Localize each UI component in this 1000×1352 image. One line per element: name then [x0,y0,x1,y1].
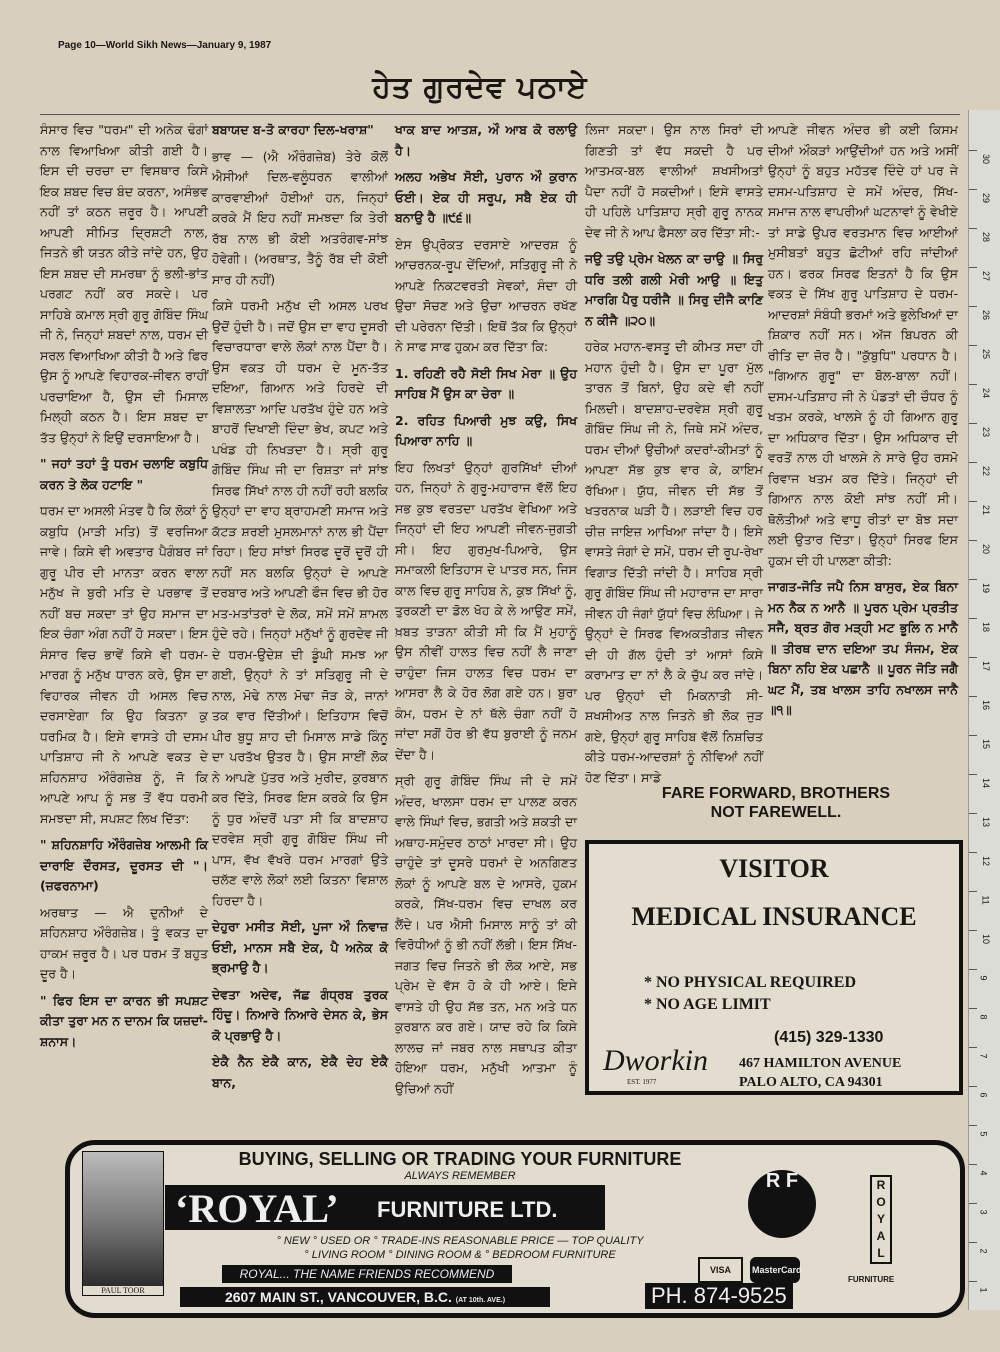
paragraph: ਧਰਮ ਦਾ ਅਸਲੀ ਮੰਤਵ ਹੈ ਕਿ ਲੋਕਾਂ ਨੂੰ ਕਬੁਧਿ (ਮਾੜੀ ਮਤਿ) ਤੋਂ ਵਰਜਿਆ ਜਾਵੇ। ਕਿਸੇ ਵੀ ਅਵਤਾਰ ਪੈਗੰਬਰ ਜਾਂ ਗੁਰੂ ਪੀਰ ਦੀ ਮਾਨਤਾ ਕਰਨ ਵਾਲਾ ਮਨੁੱਖ ਜੇ ਬੁਰੀ ਮਤਿ ਦੇ ਪਰਭਾਵ ਤੋਂ ਨਹੀਂ ਬਚ ਸਕਦਾ ਤਾਂ ਉਹ ਸਮਾਜ ਦਾ ਇਕ ਚੰਗਾ ਅੰਗ ਨਹੀਂ ਹੋ ਸਕਦਾ। ਇਸ ਸੰਸਾਰ ਵਿਚ ਭਾਵੇਂ ਕਿਸੇ ਵੀ ਧਰਮ-ਮਾਰਗ ਨੂੰ ਮਨੁੱਖ ਧਾਰਨ ਕਰੇ, ਉਸ ਦਾ ਵਿਹਾਰਕ ਜੀਵਨ ਹੀ ਅਸਲ ਵਿਚ ਦਰਸਾਏਗਾ ਕਿ ਉਹ ਕਿਤਨਾ ਕੁ ਧਰਮਿਕ ਹੈ। ਇਸੇ ਵਾਸਤੇ ਹੀ ਦਸਮ ਪਾਤਿਸ਼ਾਹ ਜੀ ਨੇ ਆਪਣੇ ਵਕਤ ਦੇ ਸ਼ਹਿਨਸ਼ਾਹ ਔਰੰਗਜ਼ੇਬ ਨੂੰ, ਜੋ ਕਿ ਆਪਣੇ ਆਪ ਨੂੰ ਸਭ ਤੋਂ ਵੱਧ ਧਰਮੀ ਸਮਝਦਾ ਸੀ, ਸਪਸ਼ਟ ਲਿਖ ਦਿੱਤਾ: [40,503,208,826]
royal-furniture-ad [65,1140,965,1318]
visa-logo: VISA [698,1257,743,1283]
ruler-number: 30 [981,153,992,165]
portrait-photo [82,1151,164,1296]
paragraph: ਭਾਵ — (ਐ ਔਰੰਗਜ਼ੇਬ) ਤੇਰੇ ਕੋਲੋਂ ਐਸੀਆਂ ਦਿਲ-ਵਲੂੰਧਰਨ ਵਾਲੀਆਂ ਕਾਰਵਾਈਆਂ ਹੋਈਆਂ ਹਨ, ਜਿਨ੍ਹਾਂ ਕਰਕੇ ਮੈਂ ਇਹ ਨਹੀਂ ਸਮਝਦਾ ਕਿ ਤੇਰੀ ਰੱਬ ਨਾਲ ਭੀ ਕੋਈ ਅਤਰੰਗਵ-ਸਾਂਝ ਹੋਵੇਗੀ। (ਅਰਥਾਤ, ਤੈਨੂੰ ਰੱਬ ਦੀ ਕੋਈ ਸਾਰ ਹੀ ਨਹੀਂ) [212,148,388,287]
ruler-tick [969,345,977,346]
ruler-tick [969,696,977,697]
fare-line-2: NOT FAREWELL. [710,804,842,821]
paragraph: ਏਸ ਉਪ੍ਰੋਕਤ ਦਰਸਾਏ ਆਦਰਸ਼ ਨੂੰ ਆਚਰਨਕ-ਰੂਪ ਦੇਂਦਿਆਂ, ਸਤਿਗੁਰੂ ਜੀ ਨੇ ਆਪਣੇ ਨਿਕਟਵਰਤੀ ਸੇਵਕਾਂ, ਸੰਦਾ ਹੀ ਉਚਾ ਸੋਚਣ ਅਤੇ ਉਚਾ ਆਚਰਨ ਰਖੱਣ ਦੀ ਪਰੇਰਨਾ ਦਿੱਤੀ। ਇਥੋਂ ਤੱਕ ਕਿ ਉਨ੍ਹਾਂ ਨੇ ਸਾਫ ਸਾਫ ਹੁਕਮ ਕਰ ਦਿੱਤਾ ਕਿ: [395,236,577,354]
quote: 2. ਰਹਿਤ ਪਿਆਰੀ ਮੁਝ ਕਉ, ਸਿਖ ਪਿਆਰਾ ਨਾਹਿ ॥ [395,412,577,448]
paragraph: ਸ੍ਰੀ ਗੁਰੂ ਗੋਬਿੰਦ ਸਿੰਘ ਜੀ ਦੇ ਸਮੇਂ ਅੰਦਰ, ਖਾਲਸਾ ਧਰਮ ਦਾ ਪਾਲਣ ਕਰਨ ਵਾਲੇ ਸਿੰਘਾਂ ਵਿਚ, ਭਗਤੀ ਅਤੇ ਸ਼ਕਤੀ ਦਾ ਅਥਾਹ-ਸਮੁੰਦਰ ਠਾਠਾਂ ਮਾਰਦਾ ਸੀ। ਉਹ ਚਾਹੁੰਦੇ ਤਾਂ ਦੂਸਰੇ ਧਰਮਾਂ ਦੇ ਅਨਗਿਣਤ ਲੋਕਾਂ ਨੂੰ ਆਪਣੇ ਬਲ ਦੇ ਆਸਰੇ, ਹੁਕਮ ਕਰਕੇ, ਸਿੱਖ-ਧਰਮ ਵਿਚ ਦਾਖਲ ਕਰ ਲੈਂਦੇ। ਪਰ ਐਸੀ ਮਿਸਾਲ ਸਾਨੂੰ ਤਾਂ ਕੀ ਵਿਰੋਧੀਆਂ ਨੂੰ ਭੀ ਨਹੀਂ ਲੱਭੀ। ਇਸ ਸਿੱਖ-ਜਗਤ ਵਿਚ ਜਿਤਨੇ ਭੀ ਲੋਕ ਆਏ, ਸਭ ਪ੍ਰੇਮ ਦੇ ਵੱਸ ਹੋ ਕੇ ਹੀ ਆਏ। ਇਸੇ ਵਾਸਤੇ ਹੀ ਉਹ ਸੱਭ ਤਨ, ਮਨ ਅਤੇ ਧਨ ਕੁਰਬਾਨ ਕਰ ਗਏ। ਯਾਦ ਰਹੇ ਕਿ ਕਿਸੇ ਲਾਲਚ ਜਾਂ ਜਬਰ ਨਾਲ ਸਥਾਪਤ ਕੀਤਾ ਹੋਇਆ ਧਰਮ, ਮਨੁੱਖੀ ਆਤਮਾ ਨੂੰ ਉਚਿਆਂ ਨਹੀਂ [395,773,577,1096]
article-column-5 [768,120,958,727]
ruler-number: 22 [981,465,992,477]
ruler-tick [969,657,977,658]
ruler-tick [969,1008,977,1009]
ruler-tick [969,423,977,424]
ad-title: VISITOR [719,854,829,883]
ruler-tick [969,852,977,853]
page-folio: Page 10—World Sikh News—January 9, 1987 [58,40,272,51]
fare-forward-box [590,778,962,830]
ad-address [739,1054,901,1092]
sign-letter: Y [876,1212,885,1226]
ruler-number: 12 [981,855,992,867]
ruler-number: 8 [978,1014,989,1020]
ruler-tick [969,384,977,385]
ruler-tick [969,267,977,268]
address-text: 2607 MAIN ST., VANCOUVER, B.C. [224,1289,452,1305]
ruler-number: 17 [981,660,992,672]
ruler-number: 18 [981,621,992,633]
article-column-4 [585,120,763,785]
ad-bullet: * NO PHYSICAL REQUIRED [644,974,857,991]
paragraph: ਲਿਜਾ ਸਕਦਾ। ਉਸ ਨਾਲ ਸਿਰਾਂ ਦੀ ਗਿਣਤੀ ਤਾਂ ਵੱਧ ਸਕਦੀ ਹੈ ਪਰ ਆਤਮਕ-ਬਲ ਵਾਲੀਆਂ ਸ਼ਖਸੀਅਤਾਂ ਪੈਦਾ ਨਹੀਂ ਹੋ ਸਕਦੀਆਂ। ਇਸੇ ਵਾਸਤੇ ਹੀ ਪਹਿਲੇ ਪਾਤਿਸ਼ਾਹ ਸ੍ਰੀ ਗੁਰੂ ਨਾਨਕ ਦੇਵ ਜੀ ਨੇ ਆਪ ਫੈਸਲਾ ਕਰ ਦਿੱਤਾ ਸੀ:- [585,122,763,240]
ruler-number: 26 [981,309,992,321]
rf-logo: R F [748,1170,816,1238]
ruler-tick [969,540,977,541]
ad-phone: PH. 874-9525 [645,1283,793,1309]
ruler-tick [969,618,977,619]
paragraph: ਅਰਥਾਤ — ਐ ਦੁਨੀਆਂ ਦੇ ਸ਼ਹਿਨਸ਼ਾਹ ਔਰੰਗਜ਼ੇਬ। ਤੂੰ ਵਕਤ ਦਾ ਹਾਕਮ ਜ਼ਰੂਰ ਹੈ। ਪਰ ਧਰਮ ਤੋਂ ਬਹੁਤ ਦੂਰ ਹੈ। [40,904,208,981]
ad-line: ° NEW ° USED OR ° TRADE-INS REASONABLE PRICE — TOP QUALITY [276,1235,644,1247]
sign-letter: R [876,1178,886,1192]
ad-address [180,1287,550,1307]
quote: ਅਲਹ ਅਭੇਖ ਸੋਈ, ਪੁਰਾਨ ਔ ਕੁਰਾਨ ਓਈ। ਏਕ ਹੀ ਸਰੂਪ, ਸਬੈ ਏਕ ਹੀ ਬਨਾਉ ਹੈ ॥੯੬॥ [395,169,577,225]
dworkin-logo: Dworkin [603,1044,708,1077]
ruler-tick [969,1047,977,1048]
ad-bullet: * NO AGE LIMIT [644,996,771,1013]
ruler-number: 7 [978,1053,989,1059]
measuring-ruler [968,110,1000,1310]
address-line: PALO ALTO, CA 94301 [739,1075,883,1090]
sign-letter: L [877,1246,885,1260]
ruler-tick [969,462,977,463]
ruler-tick [969,1164,977,1165]
quote: ਏਕੈ ਨੈਨ ਏਕੈ ਕਾਨ, ਏਕੈ ਦੇਹ ਏਕੈ ਬਾਨ, [212,1054,388,1090]
divider [40,114,960,115]
quote: ਜਉ ਤਉ ਪ੍ਰੇਮ ਖੇਲਨ ਕਾ ਚਾਉ ॥ ਸਿਰੁ ਧਰਿ ਤਲੀ ਗਲੀ ਮੇਰੀ ਆਉ ॥ ਇਤੁ ਮਾਰਗਿ ਪੈਰੁ ਧਰੀਜੈ ॥ ਸਿਰੁ ਦੀਜੈ ਕਾਣਿ ਨ ਕੀਜੈ ॥੨੦॥ [585,251,763,328]
ruler-tick [969,189,977,190]
ruler-tick [969,579,977,580]
ruler-tick [969,774,977,775]
ruler-number: 4 [978,1170,989,1176]
ruler-tick [969,1125,977,1126]
article-column-2 [212,120,388,1099]
mastercard-logo: MasterCard [750,1257,800,1283]
ad-tagline: ALWAYS REMEMBER [404,1170,516,1182]
ruler-number: 15 [981,738,992,750]
paragraph: ਇਹ ਲਿਖਤਾਂ ਉਨ੍ਹਾਂ ਗੁਰਸਿੱਖਾਂ ਦੀਆਂ ਹਨ, ਜਿਨ੍ਹਾਂ ਨੇ ਗੁਰੂ-ਮਹਾਰਾਜ ਵੱਲੋਂ ਇਹ ਸਭ ਕੁਝ ਵਰਤਦਾ ਪਰਤੱਖ ਵੇਖਿਆ ਅਤੇ ਜਿਨ੍ਹਾਂ ਦੀ ਇਹ ਆਪਣੀ ਜੀਵਨ-ਜੁਗਤੀ ਸੀ। ਇਹ ਗੁਰਮੁਖ-ਪਿਆਰੇ, ਉਸ ਸਮਾਕਲੀ ਇਤਿਹਾਸ ਦੇ ਪਾਤਰ ਸਨ, ਜਿਸ ਕਾਲ ਵਿਚ ਗੁਰੂ ਸਾਹਿਬ ਨੇ, ਕੁਝ ਸਿੱਖਾਂ ਨੂੰ, ਤੁਰਕਣੀ ਦਾ ਡੋਲ ਖੋਹ ਕੇ ਲੇ ਆਉਣ ਸਮੇਂ, ਖ਼ਬਤ ਤਾੜਨਾ ਕੀਤੀ ਸੀ ਕਿ ਮੈਂ ਮੁਹਾਨੂੰ ਉਸ ਨੀਵੀਂ ਹਾਲਤ ਵਿਚ ਨਹੀਂ ਲੈ ਜਾਣਾ ਚਾਹੁੰਦਾ ਜਿਸ ਹਾਲਤ ਵਿਚ ਧਰਮ ਦਾ ਆਸਰਾ ਲੈ ਕੇ ਹੋਰ ਲੋਗ ਗਏ ਹਨ। ਬੁਰਾ ਕੰਮ, ਧਰਮ ਦੇ ਨਾਂ ਥੱਲੇ ਚੰਗਾ ਨਹੀਂ ਹੋ ਜਾਂਦਾ ਸਗੋਂ ਹੋਰ ਭੀ ਵੱਧ ਬੁਰਾਈ ਨੂੰ ਜਨਮ ਦੇਂਦਾ ਹੈ। [395,459,577,762]
article-column-1 [40,120,208,1058]
ruler-tick [969,813,977,814]
ruler-number: 27 [981,270,992,282]
article-title: ਹੇਤ ਗੁਰਦੇਵ ਪਠਾਏ [372,70,588,105]
ruler-number: 29 [981,192,992,204]
ruler-tick [969,1242,977,1243]
quote: ਦੇਹੁਰਾ ਮਸੀਤ ਸੋਈ, ਪੂਜਾ ਔ ਨਿਵਾਜ਼ ਓਈ, ਮਾਨਸ ਸਬੈ ਏਕ, ਪੈ ਅਨੇਕ ਕੋ ਭ੍ਰਮਾਉ ਹੈ। [212,919,388,975]
ruler-tick [969,150,977,151]
ad-line: ° LIVING ROOM ° DINING ROOM & ° BEDROOM FURNITURE [304,1249,616,1261]
ruler-number: 25 [981,348,992,360]
ruler-tick [969,735,977,736]
quote: ਜਾਗਤ-ਜੋਤਿ ਜਪੈ ਨਿਸ ਬਾਸੁਰ, ਏਕ ਬਿਨਾ ਮਨ ਨੈਕ ਨ ਆਨੈ ॥ ਪੂਰਨ ਪ੍ਰੇਮ ਪ੍ਰਤੀਤ ਸਜੈ, ਬ੍ਰਤ ਗੋਰ ਮੜ੍ਹੀ ਮਟ ਭੂਲਿ ਨ ਮਾਨੈ ॥ ਤੀਰਥ ਦਾਨ ਦਇਆ ਤਪ ਸੰਜਮ, ਏਕ ਬਿਨਾ ਨਹਿ ਏਕ ਪਛਾਨੈ ॥ ਪੂਰਨ ਜੋਤਿ ਜਗੈ ਘਟ ਮੈਂ, ਤਬ ਖਾਲਸ ਤਾਹਿ ਨਖਾਲਸ ਜਾਨੈ ॥੧॥ [768,579,958,717]
ruler-tick [969,1086,977,1087]
ruler-number: 11 [980,895,991,905]
quote: " ਫਿਰ ਇਸ ਦਾ ਕਾਰਨ ਭੀ ਸਪਸ਼ਟ ਕੀਤਾ ਤੁਰਾ ਮਨ ਨ ਦਾਨਮ ਕਿ ਯਜ਼ਦਾਂ-ਸ਼ਨਾਸ। [40,992,208,1049]
ad-headline: BUYING, SELLING OR TRADING YOUR FURNITURE [238,1149,682,1169]
ruler-number: 14 [981,777,992,789]
quote: ਦੇਵਤਾ ਅਦੇਵ, ਜੱਛ ਗੰਧ੍ਰਬ ਤੁਰਕ ਹਿੰਦੂ। ਨਿਆਰੇ ਨਿਆਰੇ ਦੇਸਨ ਕੇ, ਭੇਸ ਕੋ ਪ੍ਰਭਾਉ ਹੈ। [212,986,388,1043]
address-line: 467 HAMILTON AVENUE [739,1056,902,1071]
paragraph: ਕਿਸੇ ਧਰਮੀ ਮਨੁੱਖ ਦੀ ਅਸਲ ਪਰਖ ਉਦੋਂ ਹੁੰਦੀ ਹੈ। ਜਦੋਂ ਉਸ ਦਾ ਵਾਹ ਦੂਸਰੀ ਵਿਚਾਰਧਾਰਾ ਵਾਲੇ ਲੋਕਾਂ ਨਾਲ ਪੈਂਦਾ ਹੈ। ਉਸ ਵਕਤ ਹੀ ਧਰਮ ਦੇ ਮੂਨ-ਤੱਤ ਦਇਆ, ਗਿਆਨ ਅਤੇ ਹਿਰਦੇ ਦੀ ਵਿਸ਼ਾਲਤਾ ਆਦਿ ਪਰਤੱਖ ਹੁੰਦੇ ਹਨ ਅਤੇ ਬਾਹਰੋਂ ਦਿਖਾਈ ਦਿੰਦਾ ਭੇਖ, ਕਪਟ ਅਤੇ ਪਖੰਡ ਹੀ ਨਿਖੜਦਾ ਹੈ। ਸ੍ਰੀ ਗੁਰੂ ਗੋਬਿੰਦ ਸਿੰਘ ਜੀ ਦਾ ਰਿਸ਼ਤਾ ਜਾਂ ਸਾਂਝ ਸਿਰਫ ਸਿੱਖਾਂ ਨਾਲ ਹੀ ਨਹੀਂ ਰਹੀ ਬਲਕਿ ਉਨ੍ਹਾਂ ਦਾ ਵਾਹ ਬ੍ਰਾਹਮਣੀ ਸਮਾਜ ਅਤੇ ਕੱਟੜ ਸ਼ਰਈ ਮੁਸਲਮਾਨਾਂ ਨਾਲ ਭੀ ਪੈਂਦਾ ਰਿਹਾ। ਇਹ ਸਾਂਝਾਂ ਸਿਰਫ ਦੂਰੋਂ ਦੂਰੋਂ ਹੀ ਨਹੀਂ ਸਨ ਬਲਕਿ ਉਨ੍ਹਾਂ ਦੇ ਆਪਣੇ ਦਰਬਾਰ ਅਤੇ ਆਪਣੀ ਫੌਜ ਵਿਚ ਭੀ ਹੋਰ ਮਤ-ਮਤਾਂਤਰਾਂ ਦੇ ਲੋਕ, ਸਮੇਂ ਸਮੇਂ ਸ਼ਾਮਲ ਹੁੰਦੇ ਰਹੇ। ਜਿਨ੍ਹਾਂ ਮਨੁੱਖਾਂ ਨੂੰ ਗੁਰਦੇਵ ਜੀ ਦੇ ਧਰਮ-ਉਦੇਸ਼ ਦੀ ਡੂੰਘੀ ਸਮਝ ਆ ਗਈ, ਉਨ੍ਹਾਂ ਨੇ ਤਾਂ ਸਤਿਗੁਰੂ ਜੀ ਦੇ ਨਾਲ, ਮੋਢੇ ਨਾਲ ਮੋਢਾ ਜੋੜ ਕੇ, ਜਾਨਾਂ ਤਕ ਵਾਰ ਦਿੱਤੀਆਂ। ਇਤਿਹਾਸ ਵਿਚੋਂ ਪੀਰ ਬੁਧੂ ਸ਼ਾਹ ਦੀ ਮਿਸਾਲ ਸਾਡੇ ਕਿੰਨੂ ਦਾ ਪਰਤੱਖ ਉਤਰ ਹੈ। ਉਸ ਸਾਈਂ ਲੋਕ ਨੇ ਆਪਣੇ ਪੁੱਤਰ ਅਤੇ ਮੁਰੀਦ, ਕੁਰਬਾਨ ਕਰ ਦਿੱਤੇ, ਸਿਰਫ ਇਸ ਕਰਕੇ ਕਿ ਉਸ ਨੂੰ ਧੁਰ ਅੰਦਰੋਂ ਪਤਾ ਸੀ ਕਿ ਬਾਦਸ਼ਾਹ ਦਰਵੇਸ਼ ਸ੍ਰੀ ਗੁਰੂ ਗੋਬਿੰਦ ਸਿੰਘ ਜੀ ਪਾਸ, ਵੱਖ ਵੱਖਰੇ ਧਰਮ ਮਾਰਗਾਂ ਉਤੇ ਚਲੱਣ ਵਾਲੇ ਲੋਕਾਂ ਲਈ ਕਿਤਨਾ ਵਿਸ਼ਾਲ ਹਿਰਦਾ ਹੈ। [212,298,388,908]
ruler-number: 20 [981,543,992,555]
paragraph: ਹਰੇਕ ਮਹਾਨ-ਵਸਤੂ ਦੀ ਕੀਮਤ ਸਦਾ ਹੀ ਮਹਾਨ ਹੁੰਦੀ ਹੈ। ਉਸ ਦਾ ਪੂਰਾ ਮੁੱਲ ਤਾਰਨ ਤੋਂ ਬਿਨਾਂ, ਉਹ ਕਦੇ ਵੀ ਨਹੀਂ ਮਿਲਦੀ। ਬਾਦਸ਼ਾਹ-ਦਰਵੇਸ਼ ਸ੍ਰੀ ਗੁਰੂ ਗੋਬਿੰਦ ਸਿੰਘ ਜੀ ਨੇ, ਜਿਥੇ ਸਮੇਂ ਅੰਦਰ, ਧਰਮ ਦੀਆਂ ਉਚੀਆਂ ਕਦਰਾਂ-ਕੀਮਤਾਂ ਨੂੰ ਆਪਣਾ ਸੱਭ ਕੁਝ ਵਾਰ ਕੇ, ਕਾਇਮ ਰੱਖਿਆ। ਯੁੱਧ, ਜੀਵਨ ਦੀ ਸੱਭ ਤੋਂ ਖਤਰਨਾਕ ਘੜੀ ਹੈ। ਲੜਾਈ ਵਿਚ ਹਰ ਚੀਜ਼ ਜਾਇਜ਼ ਆਖਿਆ ਜਾਂਦਾ ਹੈ। ਇਸੇ ਵਾਸਤੇ ਜੰਗਾਂ ਦੇ ਸਮੇਂ, ਧਰਮ ਦੀ ਰੂਪ-ਰੇਖਾ ਵਿਗਾੜ ਦਿੱਤੀ ਜਾਂਦੀ ਹੈ। ਸਾਹਿਬ ਸ੍ਰੀ ਗੁਰੂ ਗੋਬਿੰਦ ਸਿੰਘ ਜੀ ਮਹਾਰਾਜ ਦਾ ਸਾਰਾ ਜੀਵਨ ਹੀ ਜੰਗਾਂ ਯੁੱਧਾਂ ਵਿਚ ਲੰਘਿਆ। ਜੇ ਉਨ੍ਹਾਂ ਦੇ ਸਿਰਫ ਵਿਅਕਤੀਗਤ ਜੀਵਨ ਦੀ ਹੀ ਗੱਲ ਹੁੰਦੀ ਤਾਂ ਆਸਾਂ ਕਿਸੇ ਕਰਾਮਾਤ ਦਾ ਨਾਂ ਲੈ ਕੇ ਚੁੱਪ ਕਰ ਜਾਂਦੇ। ਪਰ ਉਨ੍ਹਾਂ ਦੀ ਮਿਕਨਾਤੀ ਸੀ-ਸ਼ਖਸੀਅਤ ਨਾਲ ਜਿਤਨੇ ਭੀ ਲੋਕ ਜੁੜ ਗਏ, ਉਨ੍ਹਾਂ ਗੁਰੂ ਸਾਹਿਬ ਵੱਲੋਂ ਨਿਸ਼ਚਿਤ ਕੀਤੇ ਧਰਮ-ਆਦਰਸ਼ਾਂ ਨੂੰ ਨੀਵਿਆਂ ਨਹੀਂ ਹੋਣ ਦਿੱਤਾ। ਸਾਡੇ [585,339,763,785]
ruler-number: 28 [981,231,992,243]
paragraph: ਸੰਸਾਰ ਵਿਚ "ਧਰਮ" ਦੀ ਅਨੇਕ ਢੰਗਾਂ ਨਾਲ ਵਿਆਖਿਆ ਕੀਤੀ ਗਈ ਹੈ। ਇਸ ਦੀ ਚਰਚਾ ਦਾ ਵਿਸਥਾਰ ਕਿਸੇ ਇਕ ਸ਼ਬਦ ਵਿਚ ਬੰਦ ਕਰਨਾ, ਅਸੰਭਵ ਨਹੀਂ ਤਾਂ ਕਠਨ ਜ਼ਰੂਰ ਹੈ। ਆਪਣੀ ਆਪਣੀ ਸੀਮਿਤ ਦ੍ਰਿਸ਼ਟੀ ਨਾਲ, ਜਿਤਨੇ ਭੀ ਯਤਨ ਕੀਤੇ ਜਾਂਦੇ ਹਨ, ਉਹ ਇਸ ਸ਼ਬਦ ਦੀ ਸਮਰਥਾ ਨੂੰ ਭਲੀ-ਭਾਂਤ ਪਰਗਟ ਨਹੀਂ ਕਰ ਸਕਦੇ। ਪਰ ਸਾਹਿਬੇ ਕਮਾਲ ਸ੍ਰੀ ਗੁਰੂ ਗੋਬਿੰਦ ਸਿੰਘ ਜੀ ਨੇ, ਜਿਨ੍ਹਾਂ ਸ਼ਬਦਾਂ ਨਾਲ, ਧਰਮ ਦੀ ਸਰਲ ਵਿਆਖਿਆ ਕੀਤੀ ਹੈ ਅਤੇ ਫਿਰ ਉਸ ਨੂੰ ਆਪਣੇ ਵਿਹਾਰਕ-ਜੀਵਨ ਰਾਹੀਂ ਪਰਚਾਇਆ ਹੈ, ਉਸ ਦੀ ਮਿਸਾਲ ਮਿਲ੍ਹੀ ਕਠਨ ਹੈ। ਇਸ ਸ਼ਬਦ ਦਾ ਤੱਤ ਉਨ੍ਹਾਂ ਨੇ ਇਉਂ ਦਰਸਾਇਆ ਹੈ। [40,122,208,445]
fare-line-1: FARE FORWARD, BROTHERS [661,785,891,802]
ruler-number: 13 [981,816,992,828]
quote: " ਸ਼ਹਿਨਸ਼ਾਹਿ ਔਰੰਗਜ਼ੇਬ ਆਲਮੀ ਕਿ ਦਾਰਾਇ ਦੌਰਸਤ, ਦੂਰਸਤ ਦੀ "। (ਜ਼ਫਰਨਾਮਾ) [40,837,208,893]
ruler-tick [969,930,977,931]
ruler-number: 21 [981,504,992,516]
quote: ਖਾਕ ਬਾਦ ਆਤਸ਼, ਔ ਆਬ ਕੋ ਰਲਾਉ ਹੈ। [395,122,577,158]
sign-letter: A [876,1229,886,1243]
logo-est: EST. 1977 [627,1078,657,1086]
ruler-number: 10 [981,933,992,945]
article-column-3 [395,120,577,1105]
ruler-tick [969,228,977,229]
address-note: (AT 10th. AVE.) [455,1297,506,1304]
ruler-tick [969,306,977,307]
ad-slogan: ROYAL... THE NAME FRIENDS RECOMMEND [222,1265,512,1283]
ruler-number: 5 [978,1131,989,1137]
ruler-tick [969,501,977,502]
ruler-number: 6 [978,1092,989,1098]
ruler-number: 23 [981,426,992,438]
ruler-tick [969,891,977,892]
photo-caption: PAUL TOOR [83,1286,163,1295]
sign-letter: O [876,1195,886,1209]
ruler-number: 2 [978,1248,989,1254]
ruler-number: 16 [981,699,992,711]
ad-subtitle: MEDICAL INSURANCE [631,902,917,931]
ruler-number: 19 [981,582,992,594]
sign-label: FURNITURE [848,1275,895,1284]
ad-phone: (415) 329-1330 [774,1029,884,1046]
brand-name: ‘ROYAL’ [175,1186,339,1231]
ruler-tick [969,1281,977,1282]
quote: 1. ਰਹਿਣੀ ਰਹੈ ਸੋਈ ਸਿਖ ਮੇਰਾ ॥ ਉਹ ਸਾਹਿਬ ਮੈਂ ਉਸ ਕਾ ਚੇਰਾ ॥ [395,365,577,401]
ruler-number: 1 [978,1287,989,1293]
ruler-number: 3 [978,1209,989,1215]
ruler-number: 24 [981,387,992,399]
visitor-insurance-ad [585,840,963,1095]
royal-sign-logo [870,1175,892,1264]
paragraph: ਆਪਣੇ ਜੀਵਨ ਅੰਦਰ ਭੀ ਕਈ ਕਿਸਮ ਦੀਆਂ ਔਕੜਾਂ ਆਉਂਦੀਆਂ ਹਨ ਅਤੇ ਅਸੀਂ ਉਨ੍ਹਾਂ ਨੂੰ ਬਹੁਤ ਮਹੱਤਵ ਦਿੰਦੇ ਹਾਂ ਪਰ ਜੇ ਦਸਮ-ਪਤਿਸ਼ਾਹ ਦੇ ਸਮੇਂ ਅੰਦਰ, ਸਿੱਖ-ਸਮਾਜ ਨਾਲ ਵਾਪਰੀਆਂ ਘਟਨਾਵਾਂ ਨੂੰ ਵੇਖੀਏ ਤਾਂ ਸਾਡੇ ਉਪਰ ਵਰਤਮਾਨ ਵਿਚ ਆਈਆਂ ਮੁਸੀਬਤਾਂ ਬਹੁਤ ਛੋਟੀਆਂ ਰਹਿ ਜਾਂਦੀਆਂ ਹਨ। ਫਰਕ ਸਿਰਫ ਇਤਨਾਂ ਹੈ ਕਿ ਉਸ ਵਕਤ ਦੇ ਸਿੱਖ ਗੁਰੂ ਪਾਤਿਸ਼ਾਹ ਦੇ ਧਰਮ-ਆਦਰਸ਼ਾਂ ਸੰਬੰਧੀ ਭਰਮਾਂ ਅਤੇ ਭੁਲੇਖਿਆਂ ਦਾ ਸ਼ਿਕਾਰ ਨਹੀਂ ਸਨ। ਅੱਜ ਬਿਪਰਨ ਕੀ ਰੀਤਿ ਦਾ ਜ਼ੋਰ ਹੈ। "ਕੁੱਬੁਧਿ" ਪਰਧਾਨ ਹੈ। "ਗਿਆਨ ਗੁਰੂ" ਦਾ ਬੋਲ-ਬਾਲਾ ਨਹੀਂ। ਦਸਮ-ਪਤਿਸ਼ਾਹ ਜੀ ਨੇ ਪੰਡਤਾਂ ਦੀ ਚੌਧਰ ਨੂੰ ਖਤਮ ਕਰਕੇ, ਖਾਲਸੇ ਨੂੰ ਹੀ ਗਿਆਨ ਗੁਰੂ ਦਾ ਅਧਿਕਾਰ ਦਿੱਤਾ। ਉਸ ਅਧਿਕਾਰ ਦੀ ਵਰਤੋਂ ਨਾਲ ਹੀ ਖਾਲਸੇ ਨੇ ਸਾਰੇ ਉਹ ਰਸਮੋ ਰਿਵਾਜ ਖਤਮ ਕਰ ਦਿੱਤੇ। ਜਿਨ੍ਹਾਂ ਦੀ ਗਿਆਨ ਨਾਲ ਕੋਈ ਸਾਂਝ ਨਹੀਂ ਸੀ। ਥੋਲੋਤੀਆਂ ਅਤੇ ਵਾਧੂ ਰੀਤਾਂ ਦਾ ਬੋਝ ਸਦਾ ਲਈ ਉਤਾਰ ਦਿੱਤਾ। ਉਨ੍ਹਾਂ ਸਿਰਫ ਇਸ ਹੁਕਮ ਦੀ ਹੀ ਪਾਲਣਾ ਕੀਤੀ: [768,122,958,568]
brand-bar [165,1185,605,1230]
ruler-number: 9 [978,975,989,981]
brand-suffix: FURNITURE LTD. [377,1197,558,1222]
quote: " ਜਹਾਂ ਤਹਾਂ ਤੁੰ ਧਰਮ ਚਲਾਇ ਕਬੁਧਿ ਕਰਨ ਤੇ ਲੋਕ ਹਟਾਇ " [40,456,208,492]
quote: ਬਬਾਯਦ ਬ-ਤੋ ਕਾਰਹਾ ਦਿਲ-ਖਰਾਸ਼" [212,122,374,137]
ruler-tick [969,1203,977,1204]
ruler-tick [969,969,977,970]
